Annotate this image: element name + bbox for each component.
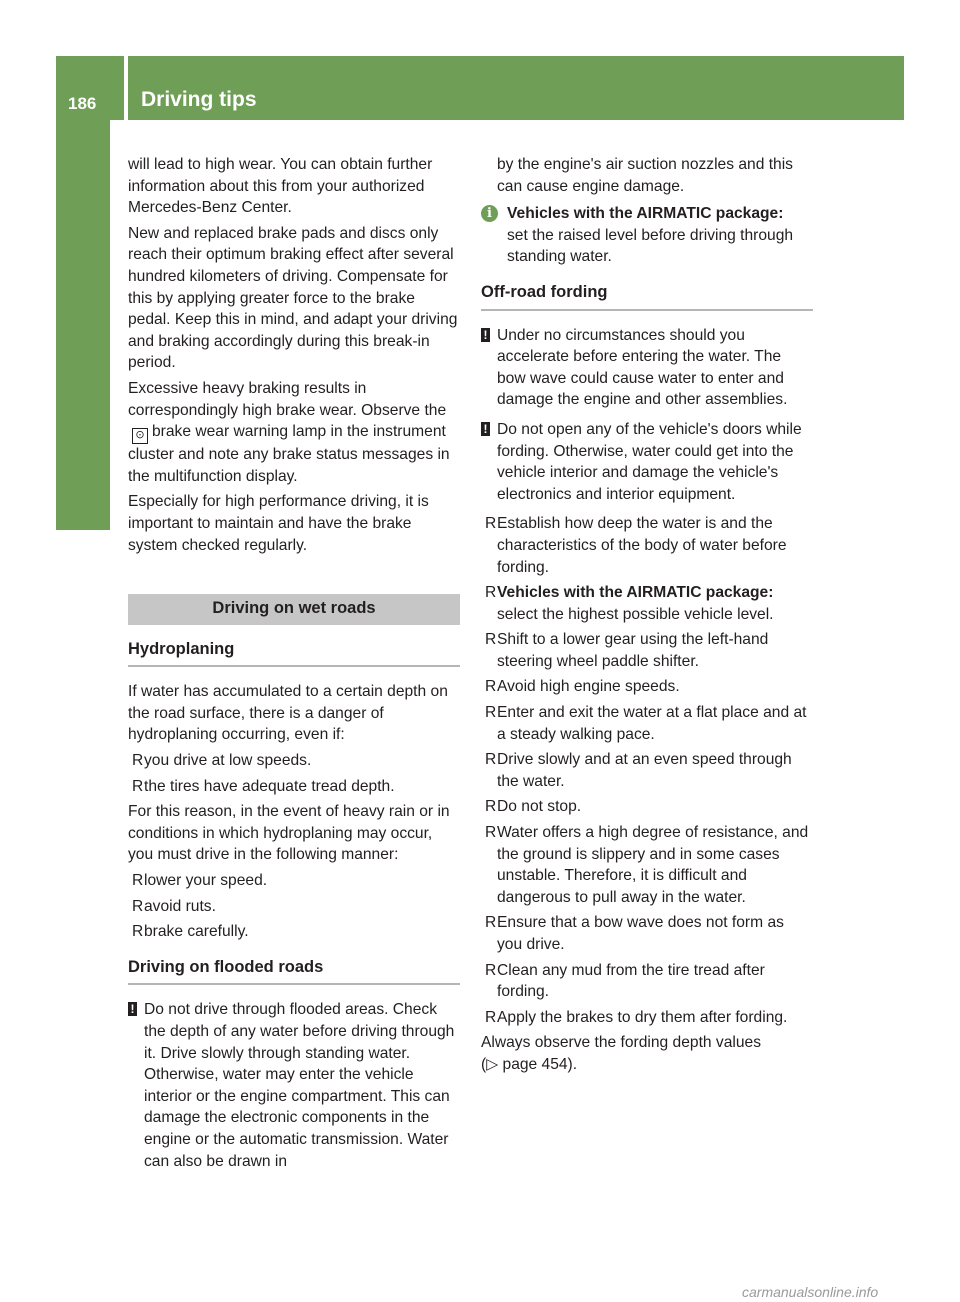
warning-note xyxy=(481,325,813,411)
info-label: Vehicles with the AIRMATIC package: xyxy=(507,205,784,223)
warning-text: Do not drive through flooded areas. Check the depth of any water before driving through it. Drive slowly through standing water. Otherwise, water may enter the vehicle interior or the engine compartment. This can damage the electronic components in the engine or the automatic transmission. Water can also be drawn in xyxy=(144,1001,455,1170)
bullet-icon: R xyxy=(485,798,497,816)
paragraph: Especially for high performance driving, it is important to maintain and have the brake system checked regularly. xyxy=(128,493,429,554)
bullet-icon: R xyxy=(485,824,497,842)
warning-text: Under no circumstances should you accelerate before entering the water. The bow wave could cause water to enter and damage the engine and other assemblies. xyxy=(497,326,788,409)
bullet-icon: R xyxy=(485,1008,497,1026)
header-separator xyxy=(124,56,128,120)
bullet-icon: R xyxy=(485,704,497,722)
paragraph: New and replaced brake pads and discs only reach their optimum braking effect after several hundred kilometers of driving. Compensate for this by applying greater force to the brake pedal. Keep this in mind, and adapt your driving and braking accordingly during this break-in period. xyxy=(128,224,458,372)
section-title: Driving on wet roads xyxy=(128,594,460,625)
page-reference-link[interactable]: (▷ page 454). xyxy=(481,1055,578,1073)
bullet-icon: R xyxy=(132,777,144,795)
list-item xyxy=(481,676,813,698)
info-text: set the raised level before driving through standing water. xyxy=(507,226,794,266)
bullet-icon: R xyxy=(132,897,144,915)
paragraph-text: Always observe the fording depth values xyxy=(481,1034,761,1052)
list-item xyxy=(481,582,813,625)
list-item-text: Water offers a high degree of resistance, and the ground is slippery and in some cases unstable. Therefore, it is difficult and dangerous to pull away in the water. xyxy=(497,824,809,906)
warning-icon: ! xyxy=(481,328,490,342)
bullet-icon: R xyxy=(132,872,144,890)
list-item xyxy=(128,776,460,798)
warning-note xyxy=(481,419,813,505)
list-item-label: Vehicles with the AIRMATIC package: xyxy=(497,584,774,602)
list-item xyxy=(481,702,813,745)
list-item xyxy=(481,960,813,1003)
info-icon: i xyxy=(481,205,498,222)
list-item-text: Establish how deep the water is and the characteristics of the body of water before fording. xyxy=(497,515,787,576)
paragraph-text: Excessive heavy braking results in correspondingly high brake wear. Observe the xyxy=(128,379,447,419)
list-item-text: Do not stop. xyxy=(497,798,582,816)
left-column xyxy=(128,154,460,1180)
side-tab-label: Driving and parking xyxy=(110,298,133,496)
bullet-icon: R xyxy=(485,515,497,533)
paragraph: For this reason, in the event of heavy rain or in conditions in which hydroplaning may occur, you must drive in the following manner: xyxy=(128,803,450,864)
warning-icon: ! xyxy=(481,422,490,436)
warning-icon: ! xyxy=(128,1002,137,1016)
list-item-text: you drive at low speeds. xyxy=(144,752,312,770)
list-item-text: the tires have adequate tread depth. xyxy=(144,777,395,795)
bullet-icon: R xyxy=(485,914,497,932)
list-item-text: Enter and exit the water at a flat place and at a steady walking pace. xyxy=(497,704,807,743)
warning-note xyxy=(128,999,460,1172)
paragraph: by the engine's air suction nozzles and this can cause engine damage. xyxy=(497,156,793,195)
list-item-text: Clean any mud from the tire tread after fording. xyxy=(497,961,765,1001)
warning-text: Do not open any of the vehicle's doors while fording. Otherwise, water could get into the vehicle interior and damage the vehicle's electronics and interior equipment. xyxy=(497,420,802,503)
section-heading: Hydroplaning xyxy=(128,639,460,668)
list-item xyxy=(128,921,460,943)
bullet-icon: R xyxy=(485,751,497,769)
bullet-icon: R xyxy=(132,752,144,770)
paragraph xyxy=(128,378,460,487)
list-item xyxy=(128,896,460,918)
list-item xyxy=(481,1007,813,1029)
list-item xyxy=(481,513,813,578)
brake-warning-lamp-icon: ⊙ xyxy=(132,428,148,444)
page-number: 186 xyxy=(68,94,97,113)
bullet-icon: R xyxy=(132,923,144,941)
section-heading: Off-road fording xyxy=(481,282,813,311)
list-item-text: brake carefully. xyxy=(144,923,249,941)
right-column xyxy=(481,154,813,1080)
list-item xyxy=(128,750,460,772)
bullet-icon: R xyxy=(485,631,497,649)
list-item-text: Shift to a lower gear using the left-hand steering wheel paddle shifter. xyxy=(497,631,769,670)
list-item xyxy=(481,796,813,818)
bullet-icon: R xyxy=(485,678,497,696)
paragraph xyxy=(481,1032,813,1075)
list-item xyxy=(481,822,813,908)
watermark: carmanualsonline.info xyxy=(742,1284,879,1300)
bullet-icon: R xyxy=(485,961,497,979)
list-item xyxy=(481,629,813,672)
list-item-text: Ensure that a bow wave does not form as you drive. xyxy=(497,914,784,953)
side-tab xyxy=(56,120,110,530)
section-heading: Driving on flooded roads xyxy=(128,957,460,986)
list-item-text: Apply the brakes to dry them after fording. xyxy=(497,1008,788,1026)
list-item-text: Drive slowly and at an even speed through the water. xyxy=(497,751,792,790)
paragraph: If water has accumulated to a certain depth on the road surface, there is a danger of hydroplaning occurring, even if: xyxy=(128,683,448,744)
list-item-text: lower your speed. xyxy=(144,872,268,890)
list-item xyxy=(481,749,813,792)
list-item-text: avoid ruts. xyxy=(144,897,216,915)
paragraph-text: brake wear warning lamp in the instrument cluster and note any brake status messages in the multifunction display. xyxy=(128,423,450,485)
list-item xyxy=(128,870,460,892)
list-item-text: select the highest possible vehicle level. xyxy=(497,605,774,623)
list-item-text: Avoid high engine speeds. xyxy=(497,678,680,696)
bullet-icon: R xyxy=(485,584,497,602)
info-note xyxy=(481,203,813,268)
list-item xyxy=(481,912,813,955)
paragraph: will lead to high wear. You can obtain further information about this from your authorized Mercedes-Benz Center. xyxy=(128,156,433,217)
page-title: Driving tips xyxy=(141,88,257,111)
